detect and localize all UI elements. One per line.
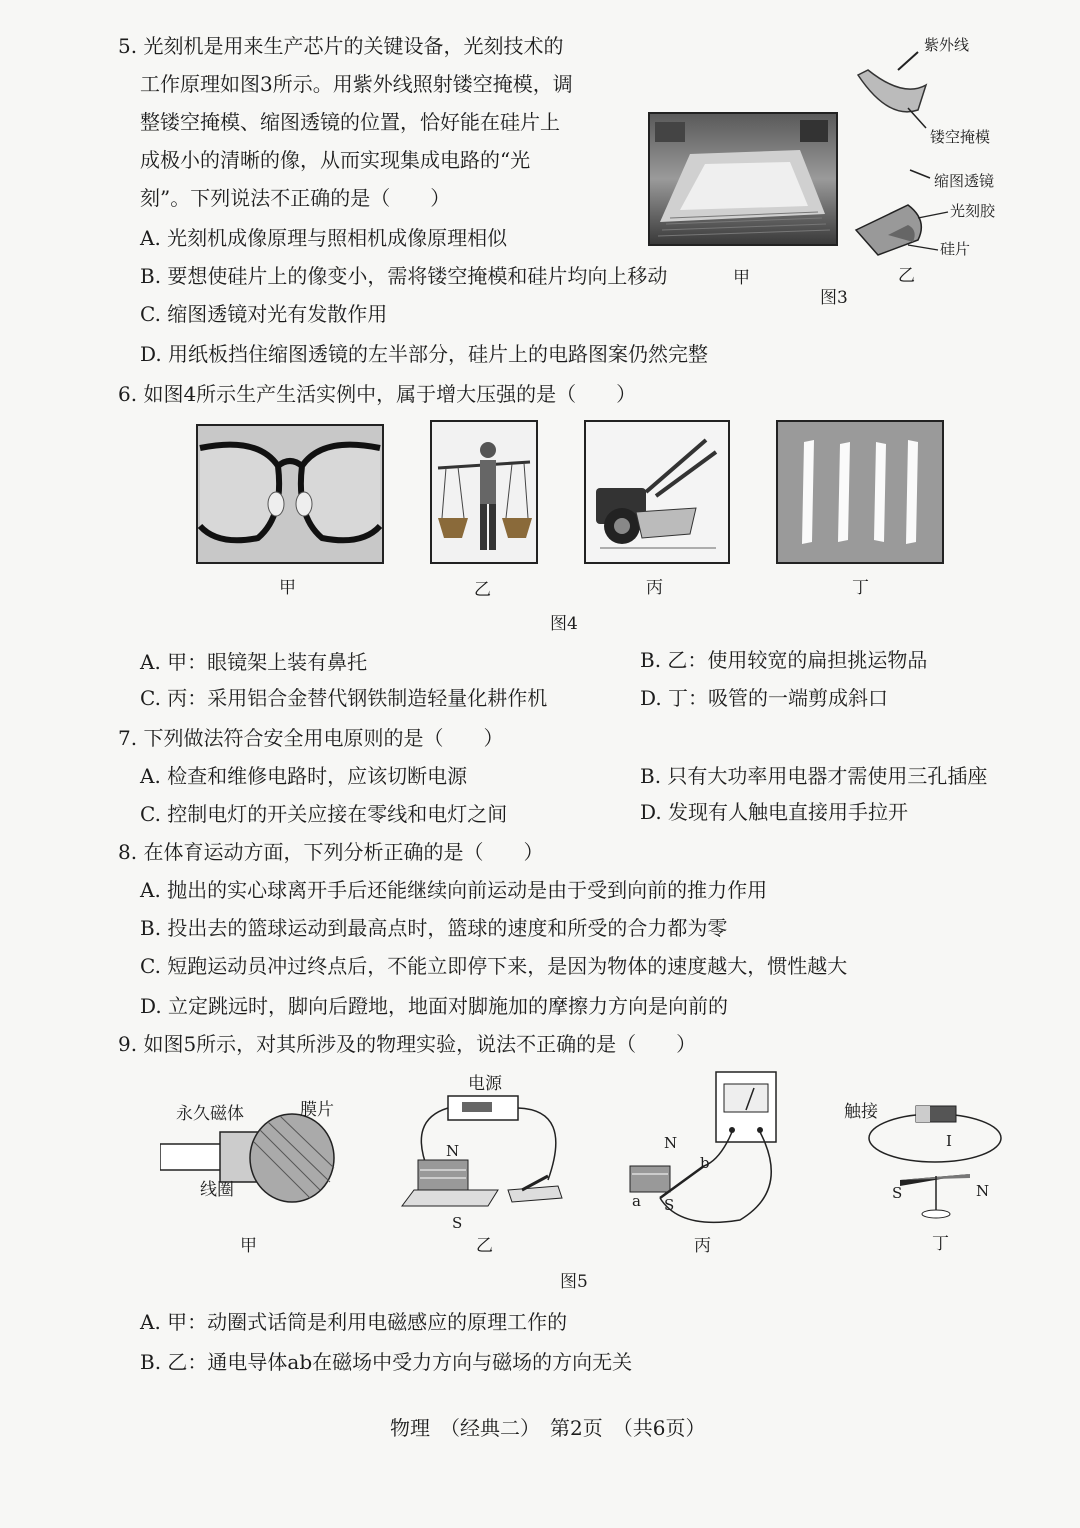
- fig5-caption: 图5: [560, 1272, 588, 1292]
- fig5-bing-label-s: S: [664, 1196, 675, 1214]
- fig3-sub-yi: 乙: [898, 266, 915, 286]
- q9-option-b: B. 乙：通电导体ab在磁场中受力方向与磁场的方向无关: [140, 1350, 633, 1374]
- fig5-ding-label-touch: 触接: [844, 1102, 878, 1122]
- fig5-ding-label-current: I: [946, 1132, 952, 1150]
- fig5-jia-label-coil: 线圈: [200, 1180, 234, 1200]
- fig5-jia-label-magnet: 永久磁体: [176, 1104, 244, 1124]
- page-footer: 物理 （经典二） 第2页 （共6页）: [390, 1416, 706, 1440]
- q8-stem: 8. 在体育运动方面，下列分析正确的是（ ）: [118, 840, 544, 864]
- fig5-bing-label-n: N: [664, 1134, 678, 1152]
- q9-option-a: A. 甲：动圈式话筒是利用电磁感应的原理工作的: [140, 1310, 568, 1334]
- fig5-yi-label-n: N: [446, 1142, 460, 1160]
- fig5-ding-oersted-experiment: [860, 1094, 1010, 1224]
- fig3-label-uv: 紫外线: [924, 36, 970, 54]
- fig3-label-lens: 缩图透镜: [934, 172, 995, 190]
- q5-option-c: C. 缩图透镜对光有发散作用: [140, 302, 388, 326]
- q5-line-4: 成极小的清晰的像，从而实现集成电路的“光: [140, 148, 531, 172]
- q7-stem: 7. 下列做法符合安全用电原则的是（ ）: [118, 726, 504, 750]
- fig5-yi-motor-experiment: [398, 1090, 578, 1220]
- q5-line-1: 5. 光刻机是用来生产芯片的关键设备，光刻技术的: [118, 34, 564, 58]
- fig3-label-mask: 镂空掩模: [930, 128, 991, 146]
- q6-stem: 6. 如图4所示生产生活实例中，属于增大压强的是（ ）: [118, 382, 637, 406]
- q6-option-a: A. 甲：眼镜架上装有鼻托: [140, 650, 368, 674]
- fig3-yi-diagram: [848, 30, 1028, 270]
- q7-option-b: B. 只有大功率用电器才需使用三孔插座: [640, 764, 988, 788]
- fig4-sub-jia: 甲: [279, 578, 296, 598]
- q7-option-c: C. 控制电灯的开关应接在零线和电灯之间: [140, 802, 508, 826]
- q5-line-2: 工作原理如图3所示。用紫外线照射镂空掩模，调: [140, 72, 573, 96]
- q5-line-3: 整镂空掩模、缩图透镜的位置，恰好能在硅片上: [140, 110, 560, 134]
- fig3-caption: 图3: [820, 288, 848, 308]
- q6-option-d: D. 丁：吸管的一端剪成斜口: [640, 686, 889, 710]
- fig5-ding-label-n: N: [976, 1182, 990, 1200]
- fig5-jia-microphone: [160, 1110, 350, 1210]
- q5-option-b: B. 要想使硅片上的像变小，需将镂空掩模和硅片均向上移动: [140, 264, 668, 288]
- q7-option-a: A. 检查和维修电路时，应该切断电源: [140, 764, 468, 788]
- fig3-label-wafer: 硅片: [940, 240, 971, 258]
- fig5-yi-label-s: S: [452, 1214, 463, 1232]
- q6-option-c: C. 丙：采用铝合金替代钢铁制造轻量化耕作机: [140, 686, 548, 710]
- fig4-sub-ding: 丁: [852, 578, 869, 598]
- fig5-ding-label-s: S: [892, 1184, 903, 1202]
- q5-option-d: D. 用纸板挡住缩图透镜的左半部分，硅片上的电路图案仍然完整: [140, 342, 709, 366]
- fig4-ding-straws: [776, 420, 944, 564]
- q8-option-d: D. 立定跳远时，脚向后蹬地，地面对脚施加的摩擦力方向是向前的: [140, 994, 729, 1018]
- fig4-jia-glasses: [196, 424, 384, 564]
- q9-stem: 9. 如图5所示，对其所涉及的物理实验，说法不正确的是（ ）: [118, 1032, 697, 1056]
- q8-option-a: A. 抛出的实心球离开手后还能继续向前运动是由于受到向前的推力作用: [140, 878, 768, 902]
- fig5-sub-jia: 甲: [240, 1236, 257, 1256]
- fig4-yi-carrying-pole: [430, 420, 538, 564]
- fig5-sub-bing: 丙: [694, 1236, 711, 1256]
- q5-line-5: 刻”。下列说法不正确的是（ ）: [140, 186, 451, 210]
- fig3-sub-jia: 甲: [733, 268, 750, 288]
- fig5-bing-generator-experiment: [620, 1070, 790, 1230]
- fig3-label-resist: 光刻胶: [950, 202, 996, 220]
- q6-option-b: B. 乙：使用较宽的扁担挑运物品: [640, 648, 928, 672]
- fig5-bing-label-b: b: [700, 1154, 710, 1172]
- fig4-sub-bing: 丙: [646, 578, 663, 598]
- q8-option-c: C. 短跑运动员冲过终点后，不能立即停下来，是因为物体的速度越大，惯性越大: [140, 954, 848, 978]
- q8-option-b: B. 投出去的篮球运动到最高点时，篮球的速度和所受的合力都为零: [140, 916, 728, 940]
- fig4-caption: 图4: [550, 614, 578, 634]
- fig4-bing-tiller: [584, 420, 730, 564]
- fig5-jia-label-diaphragm: 膜片: [300, 1100, 334, 1120]
- fig5-yi-label-power: 电源: [468, 1074, 502, 1094]
- fig3-jia-photo: [648, 112, 838, 246]
- fig5-sub-ding: 丁: [932, 1234, 949, 1254]
- fig4-sub-yi: 乙: [474, 580, 491, 600]
- fig5-bing-label-a: a: [632, 1192, 641, 1210]
- fig5-sub-yi: 乙: [476, 1236, 493, 1256]
- q7-option-d: D. 发现有人触电直接用手拉开: [640, 800, 909, 824]
- q5-option-a: A. 光刻机成像原理与照相机成像原理相似: [140, 226, 508, 250]
